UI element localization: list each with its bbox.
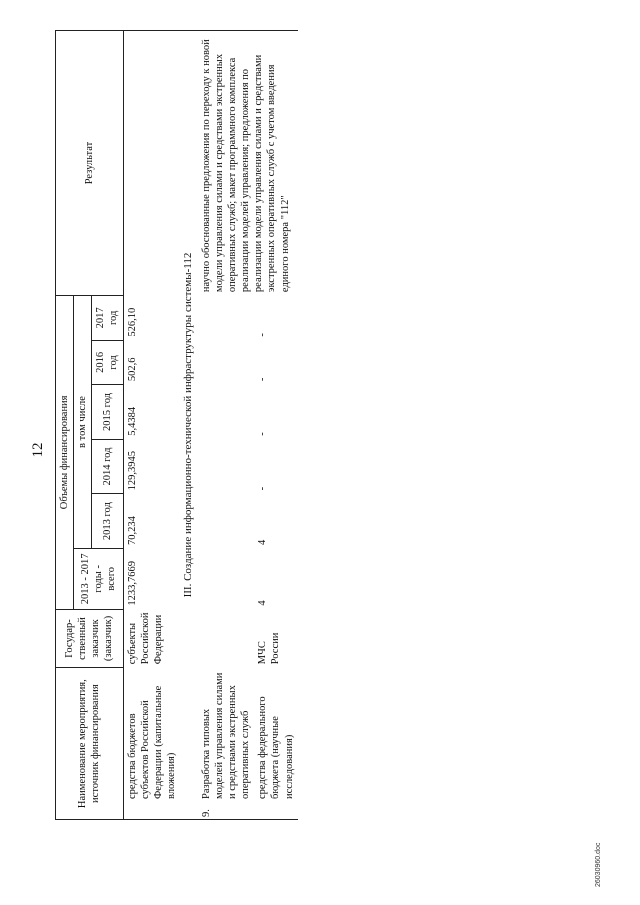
table-row: [123, 31, 180, 820]
row2-name: Разработка типовых моделей управления силами и средствами экстренных оперативных служб: [200, 672, 252, 799]
header-funding: Объемы финансирования: [56, 296, 74, 610]
row2-index: 9.: [200, 809, 212, 817]
row1-2016: 502,6: [126, 357, 138, 382]
header-2013: 2013 год: [92, 494, 123, 549]
page-number: 12: [30, 442, 46, 458]
section-heading-row: [180, 31, 198, 820]
row2-result: научно обоснованные предложения по переходу к новой модели управления силами и средствами экстренных оперативных служб; макет программного комплекса реализации моделей управления; предложения по реализации модели управления силами и средствами экстренных оперативных служб с учетом введения единого номера "112": [198, 31, 298, 296]
table-row: [198, 31, 255, 820]
header-result: Результат: [56, 31, 124, 296]
header-name: Наименование мероприятия, источник финансирования: [56, 668, 124, 820]
header-including: в том числе: [74, 296, 92, 549]
row3-2017: -: [257, 333, 269, 337]
header-2017: 2017 год: [92, 296, 123, 341]
header-customer: Государ-ственный заказчик (заказчик): [56, 609, 124, 668]
row1-2013: 70,234: [126, 516, 138, 545]
row1-2017: 526,10: [126, 307, 138, 337]
row3-2015: -: [257, 432, 269, 436]
row2-name-cell: [198, 668, 255, 820]
section-title: III. Создание информационно-технической инфраструктуры системы-112: [180, 31, 198, 820]
row1-2014: 129,3945: [126, 450, 138, 491]
row1-result: [123, 31, 180, 296]
header-2016: 2016 год: [92, 340, 123, 385]
header-2015: 2015 год: [92, 385, 123, 440]
row1-total: 1233,7669: [126, 561, 138, 606]
row3-name: средства федерального бюджета (научные исследования): [254, 668, 297, 820]
funding-table: [55, 30, 298, 820]
header-total: 2013 - 2017 годы - всего: [74, 548, 123, 609]
document-code: 26030960.doc: [595, 842, 602, 887]
row3-2014: -: [257, 486, 269, 491]
row3-total: 4: [257, 600, 269, 606]
row3-customer: МЧС России: [257, 632, 282, 665]
row3-2016: -: [257, 377, 269, 382]
header-2014: 2014 год: [92, 439, 123, 494]
row1-customer: субъекты Российской Федерации: [126, 612, 164, 665]
row3-2013: 4: [257, 539, 269, 545]
row1-2015: 5,4384: [126, 406, 138, 436]
row1-name: средства бюджетов субъектов Российской Федерации (капитальные вложения): [123, 668, 180, 820]
